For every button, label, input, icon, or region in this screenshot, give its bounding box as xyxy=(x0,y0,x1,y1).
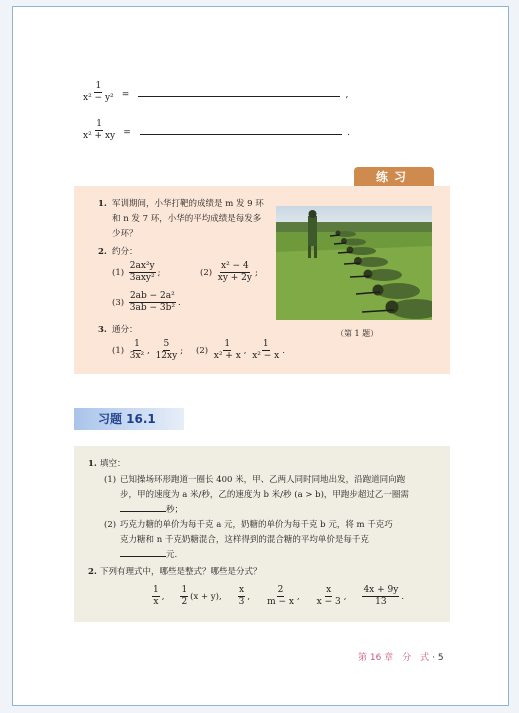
practice-q2-1: (1) $\frac{\text{2ax²y}}{\text{3axy²}}$ ; xyxy=(112,261,161,283)
photo-caption: （第 1 题） xyxy=(336,329,379,338)
practice-q1-line2: 和 n 发 7 环，小华的平均成绩是每发多 xyxy=(112,214,262,224)
exercise-q1-2-line3: 元. xyxy=(120,549,177,561)
fraction: $\frac{1}{\text{x² − y²}}$ xyxy=(83,81,114,103)
expression: $\frac{x}{3}$ , xyxy=(238,585,251,607)
formula-2: $\frac{1}{\text{x² + xy}}$ = . xyxy=(83,119,350,141)
expression: $\frac{4x + 9y}{13}$ . xyxy=(363,585,405,607)
chapter-label: 第 16 章 分 式 xyxy=(358,653,430,663)
practice-q1-line3: 少环？ xyxy=(112,229,138,239)
practice-q2-2: (2) $\frac{\text{x² − 4}}{xy + 2y}$ ; xyxy=(200,261,258,283)
expression: $\frac{2}{m - x}$ , xyxy=(267,585,300,607)
answer-blank[interactable] xyxy=(120,556,166,557)
practice-q2: 约分： xyxy=(112,247,138,257)
practice-q3-2: (2) $\frac{1}{\text{x² + x}}$ , $\frac{1}{\text{x² − x}}$ . xyxy=(196,339,285,361)
exercise-q2: 下列有理式中，哪些是整式？哪些是分式？ xyxy=(100,567,262,577)
practice-q3-1: (1) $\frac{1}{\text{3x²}}$ , $\frac{5}{12xy}$ ; xyxy=(112,339,184,361)
exercise-header: 习题 16.1 xyxy=(74,408,184,430)
answer-blank[interactable] xyxy=(120,511,166,512)
expression: $\frac{x}{x - 3}$ , xyxy=(316,585,347,607)
expression: $\frac{1}{x}$ , xyxy=(153,585,165,607)
practice-q3: 通分： xyxy=(112,325,138,335)
answer-blank[interactable] xyxy=(140,134,342,135)
training-photo-illustration xyxy=(276,206,432,320)
practice-q2-3: (3) $\frac{\text{2ab − 2a²}}{\text{3ab − 3b²}}$ . xyxy=(112,291,181,313)
practice-tab: 练习 xyxy=(354,167,434,187)
exercise-q1: 填空： xyxy=(100,459,126,469)
exercise-q1-2-line1: 巧克力糖的单价为每千克 a 元，奶糖的单价为每千克 b 元，将 m 千克巧 xyxy=(120,520,393,530)
exercise-q1-1-line3: 秒； xyxy=(120,504,183,516)
exercise-q1-2-line2: 克力糖和 n 千克奶糖混合，这样得到的混合糖的平均单价是每千克 xyxy=(120,535,369,545)
answer-blank[interactable] xyxy=(138,96,340,97)
training-photo xyxy=(276,206,432,320)
expression: $\frac{1}{2}$ (x + y), xyxy=(181,585,222,607)
page-footer: 第 16 章 分 式 · 5 xyxy=(358,653,444,663)
practice-q1-line1: 军训期间，小华打靶的成绩是 m 发 9 环 xyxy=(112,199,264,209)
formula-1: $\frac{1}{\text{x² − y²}}$ = , xyxy=(83,81,349,103)
page-number: 5 xyxy=(437,653,444,663)
exercise-q1-1-line1: 已知操场环形跑道一圈长 400 米，甲、乙两人同时同地出发，沿跑道同向跑 xyxy=(120,475,406,485)
exercise-q1-1-line2: 步，甲的速度为 a 米/秒，乙的速度为 b 米/秒 (a > b)，甲跑步超过乙一圈需 xyxy=(120,490,409,500)
exercise-q2-expressions xyxy=(150,586,404,607)
fraction: $\frac{1}{\text{x² + xy}}$ xyxy=(83,119,116,141)
